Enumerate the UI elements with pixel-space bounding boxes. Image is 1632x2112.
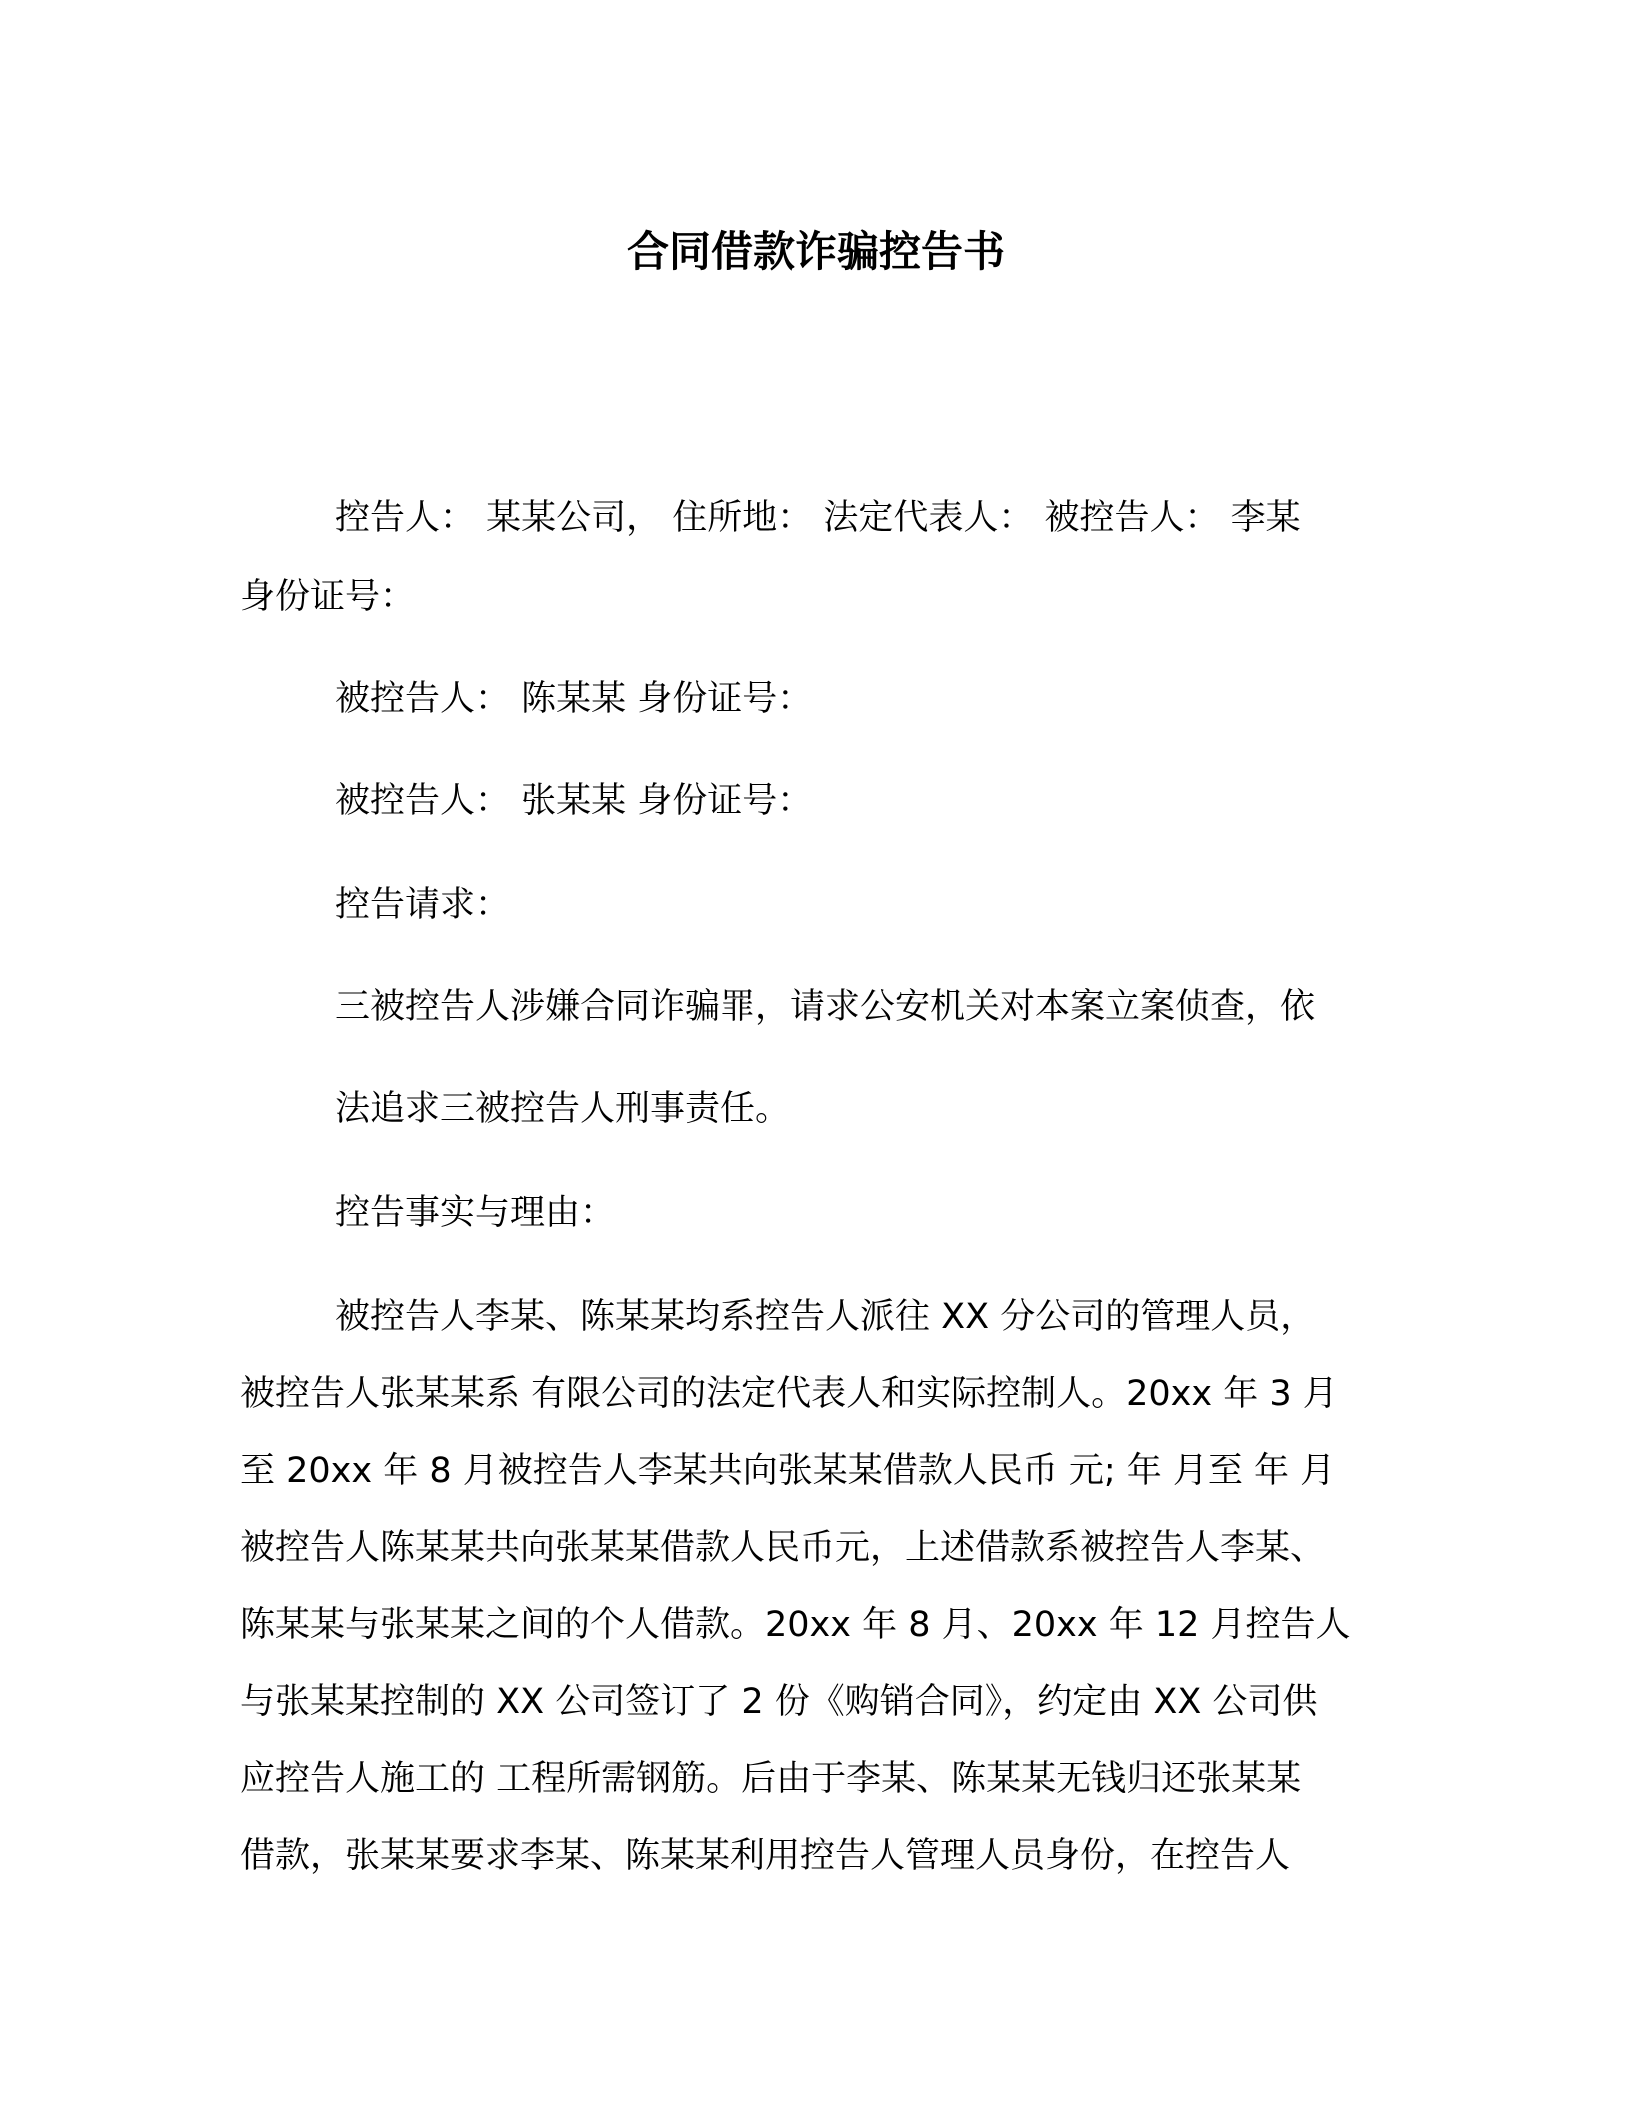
text-line: 身份证号： [240, 577, 416, 617]
text-line: 被控告人陈某某共向张某某借款人民币元，上述借款系被控告人李某、 [240, 1528, 1326, 1568]
text-line: 控告人： 某某公司， 住所地： 法定代表人： 被控告人： 李某 [335, 498, 1301, 538]
text-line: 借款，张某某要求李某、陈某某利用控告人管理人员身份，在控告人 [240, 1836, 1291, 1876]
text-line: 陈某某与张某某之间的个人借款。20xx 年 8 月、20xx 年 12 月控告人 [240, 1605, 1351, 1645]
text-line: 至 20xx 年 8 月被控告人李某共向张某某借款人民币 元; 年 月至 年 月 [240, 1451, 1336, 1491]
text-line: 被控告人李某、陈某某均系控告人派往 XX 分公司的管理人员， [335, 1297, 1316, 1337]
text-line: 应控告人施工的 工程所需钢筋。后由于李某、陈某某无钱归还张某某 [240, 1759, 1302, 1799]
text-line: 与张某某控制的 XX 公司签订了 2 份《购销合同》，约定由 XX 公司供 [240, 1682, 1318, 1722]
text-line: 被控告人： 张某某 身份证号： [335, 781, 813, 821]
section-heading: 控告事实与理由： [335, 1193, 616, 1233]
text-line: 三被控告人涉嫌合同诈骗罪，请求公安机关对本案立案侦查，依 [335, 987, 1316, 1027]
section-heading: 控告请求： [335, 885, 511, 925]
text-line: 被控告人张某某系 有限公司的法定代表人和实际控制人。20xx 年 3 月 [240, 1374, 1338, 1414]
text-line: 被控告人： 陈某某 身份证号： [335, 679, 813, 719]
document-title: 合同借款诈骗控告书 [626, 227, 1005, 276]
text-line: 法追求三被控告人刑事责任。 [335, 1089, 791, 1129]
